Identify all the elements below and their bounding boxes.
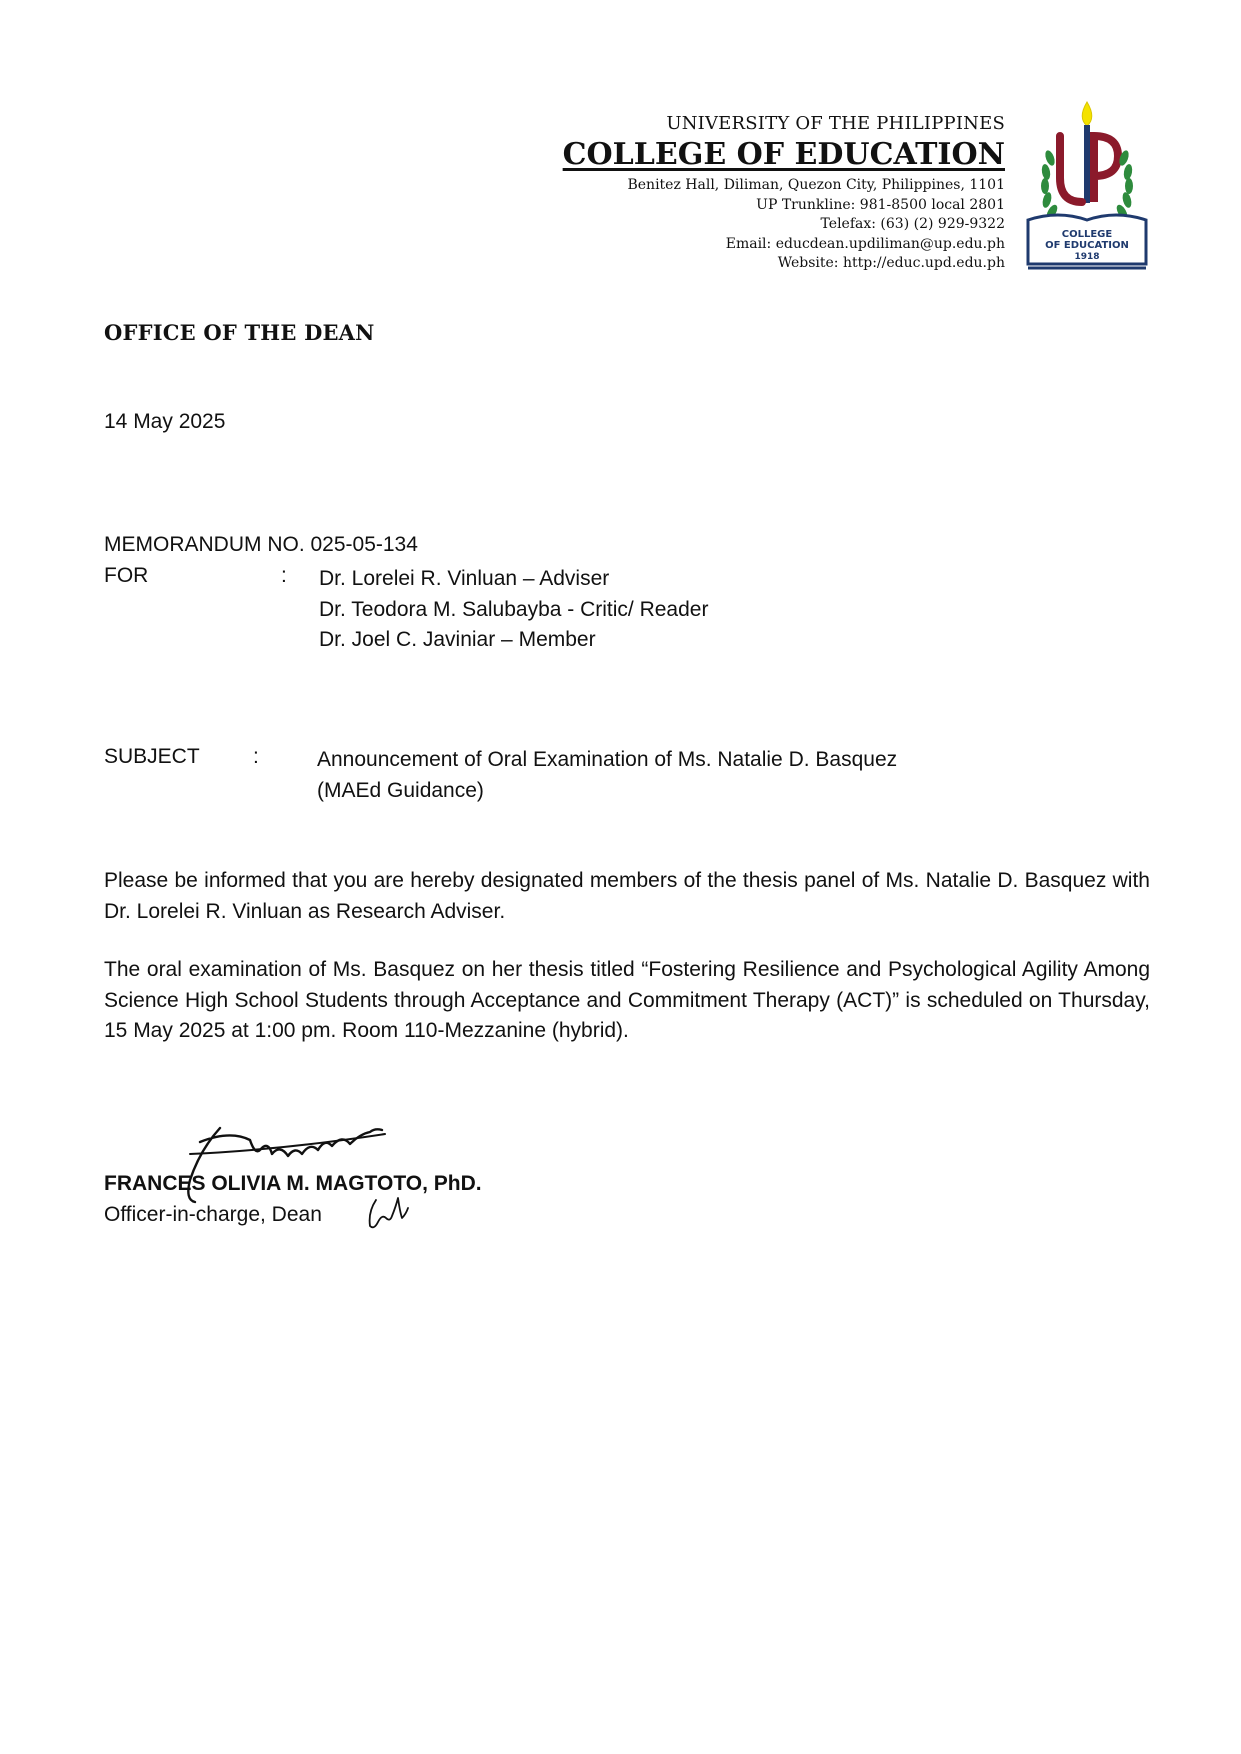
handwritten-initials-icon — [362, 1192, 412, 1232]
recipient-adviser: Dr. Lorelei R. Vinluan – Adviser — [319, 567, 610, 590]
subject-label: SUBJECT — [104, 745, 200, 768]
office-title: OFFICE OF THE DEAN — [104, 320, 375, 345]
memo-number: MEMORANDUM NO. 025-05-134 — [104, 533, 418, 556]
email: Email: educdean.updiliman@up.edu.ph — [725, 235, 1005, 252]
for-colon: : — [281, 564, 287, 587]
trunkline: UP Trunkline: 981-8500 local 2801 — [756, 196, 1005, 213]
letterhead — [365, 112, 1005, 274]
telefax: Telefax: (63) (2) 929-9322 — [820, 216, 1005, 232]
subject-text — [317, 745, 1017, 806]
college-logo-icon — [1022, 98, 1152, 274]
subject-colon: : — [253, 745, 259, 768]
body-paragraph-1: Please be informed that you are hereby designated members of the thesis panel of Ms. Natalie D. Basquez with Dr. Lorelei R. Vinluan as Research Adviser. — [104, 869, 1150, 923]
logo-year: 1918 — [1074, 252, 1100, 262]
address: Benitez Hall, Diliman, Quezon City, Philippines, 1101 — [627, 177, 1005, 193]
university-name: UNIVERSITY OF THE PHILIPPINES — [666, 113, 1005, 134]
recipient-member: Dr. Joel C. Javiniar – Member — [319, 628, 596, 651]
signatory-title: Officer-in-charge, Dean — [104, 1203, 322, 1226]
subject-line-2: (MAEd Guidance) — [317, 778, 484, 802]
logo-text-education: OF EDUCATION — [1045, 240, 1129, 251]
recipient-list — [319, 564, 708, 656]
body-paragraph-2: The oral examination of Ms. Basquez on her thesis titled “Fostering Resilience and Psychological Agility Among Science High School Students through Acceptance and Commitment Therapy (ACT)” is scheduled on Thursday, 15 May 2025 at 1:00 pm. Room 110-Mezzanine (hybrid). — [104, 958, 1150, 1042]
for-label: FOR — [104, 564, 149, 587]
subject-line-1: Announcement of Oral Examination of Ms. Natalie D. Basquez — [317, 748, 898, 771]
recipient-critic: Dr. Teodora M. Salubayba - Critic/ Reader — [319, 597, 709, 621]
memo-date: 14 May 2025 — [104, 410, 226, 433]
signatory-name: FRANCES OLIVIA M. MAGTOTO, PhD. — [104, 1172, 482, 1195]
website: Website: http://educ.upd.edu.ph — [777, 255, 1005, 271]
college-name: COLLEGE OF EDUCATION — [562, 137, 1005, 172]
logo-text-college: COLLEGE — [1061, 229, 1113, 240]
